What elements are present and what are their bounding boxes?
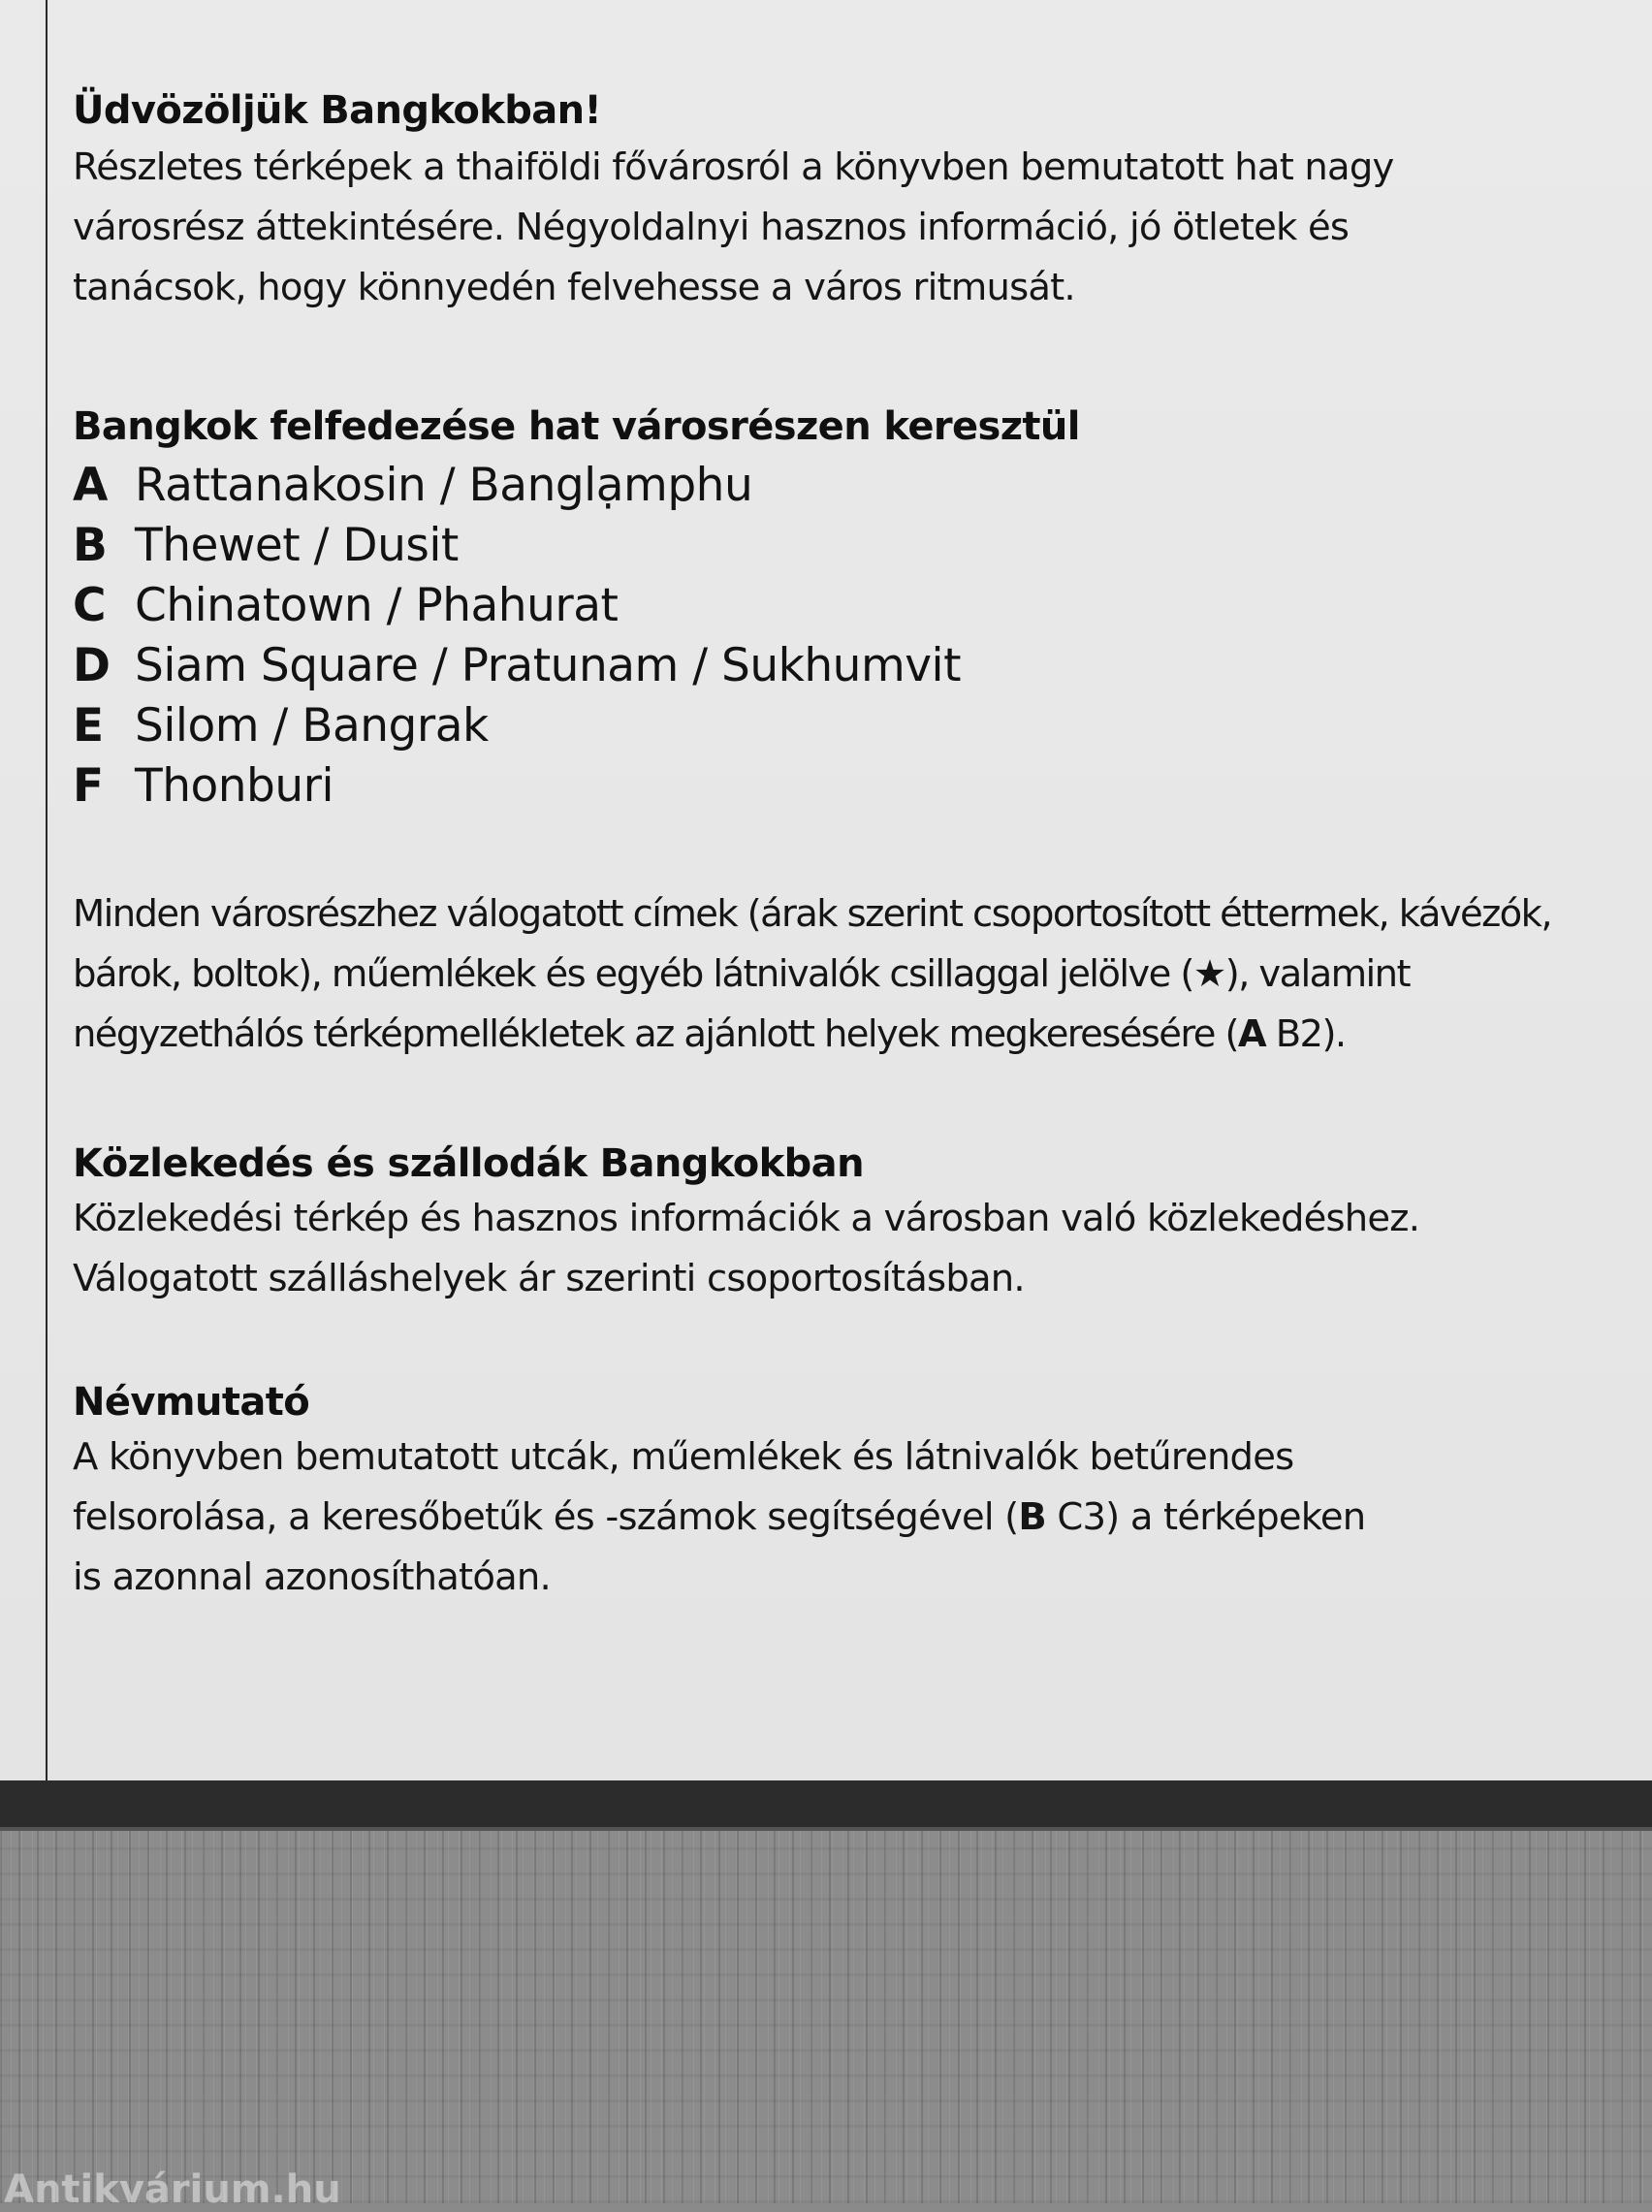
index-section xyxy=(73,1377,1614,1608)
features-line: ). xyxy=(1321,1012,1346,1056)
welcome-text xyxy=(73,138,1614,318)
transport-line: Közlekedési térkép és hasznos információk a városban való közlekedéshez. xyxy=(73,1197,1420,1240)
districts-heading: Bangkok felfedezése hat városrészen keresztül xyxy=(73,404,1080,449)
background-surface xyxy=(0,1831,1652,2203)
welcome-section xyxy=(73,85,1614,318)
district-letter: D xyxy=(73,639,111,692)
features-line: bárok, boltok), műemlékek és egyéb látnivalók csillaggal jelölve ( xyxy=(73,952,1193,996)
transport-section xyxy=(73,1138,1614,1309)
district-name: Thewet / Dusit xyxy=(135,519,459,572)
grid-ref-number: B2 xyxy=(1265,1012,1322,1056)
index-line: felsorolása, a keresőbetűk és -számok segítségével ( xyxy=(73,1495,1019,1539)
welcome-heading: Üdvözöljük Bangkokban! xyxy=(73,88,602,133)
grid-ref-letter: A xyxy=(1237,1012,1266,1056)
welcome-line: városrész áttekintésére. Négyoldalnyi hasznos információ, jó ötletek és xyxy=(73,206,1350,249)
features-paragraph xyxy=(73,884,1614,1065)
index-line: ) a térképeken xyxy=(1105,1495,1366,1539)
district-item xyxy=(73,516,1614,576)
district-item xyxy=(73,636,1614,696)
district-name: Siam Square / Pratunam / Sukhumvit xyxy=(135,639,962,692)
district-item xyxy=(73,576,1614,636)
district-name: Rattanakosin / Banglạmphu xyxy=(135,459,753,512)
index-heading: Névmutató xyxy=(73,1380,310,1425)
features-line: Minden városrészhez válogatott címek (árak szerint csoportosított éttermek, kávézók, xyxy=(73,892,1551,936)
features-line: ), valamint xyxy=(1224,952,1410,996)
district-item xyxy=(73,696,1614,756)
district-name: Silom / Bangrak xyxy=(135,699,489,753)
district-item xyxy=(73,456,1614,516)
district-letter: C xyxy=(73,579,106,632)
district-item xyxy=(73,756,1614,817)
watermark: Antikvárium.hu xyxy=(4,2167,341,2212)
index-text xyxy=(73,1427,1614,1608)
district-letter: E xyxy=(73,699,104,753)
districts-section xyxy=(73,401,1614,817)
index-line: is azonnal azonosíthatóan. xyxy=(73,1555,551,1599)
left-margin-rule xyxy=(46,0,48,1780)
welcome-line: Részletes térképek a thaiföldi fővárosról a könyvben bemutatott hat nagy xyxy=(73,145,1394,189)
index-line: A könyvben bemutatott utcák, műemlékek és látnivalók betűrendes xyxy=(73,1435,1294,1479)
transport-line: Válogatott szálláshelyek ár szerinti csoportosításban. xyxy=(73,1257,1025,1300)
transport-heading: Közlekedés és szállodák Bangkokban xyxy=(73,1141,864,1186)
district-list xyxy=(73,456,1614,817)
cover-bottom-band xyxy=(0,1780,1652,1827)
district-letter: A xyxy=(73,459,108,512)
features-line: négyzethálós térképmellékletek az ajánlott helyek megkeresésére ( xyxy=(73,1012,1238,1056)
grid-ref-number: C3 xyxy=(1045,1495,1106,1539)
welcome-line: tanácsok, hogy könnyedén felvehesse a város ritmusát. xyxy=(73,266,1075,309)
grid-ref-letter: B xyxy=(1018,1495,1046,1539)
district-letter: B xyxy=(73,519,108,572)
district-name: Thonburi xyxy=(135,759,334,813)
transport-text xyxy=(73,1189,1614,1309)
district-name: Chinatown / Phahurat xyxy=(135,579,619,632)
star-icon: ★ xyxy=(1192,952,1225,996)
cover-text-block xyxy=(73,85,1614,1608)
district-letter: F xyxy=(73,759,104,813)
